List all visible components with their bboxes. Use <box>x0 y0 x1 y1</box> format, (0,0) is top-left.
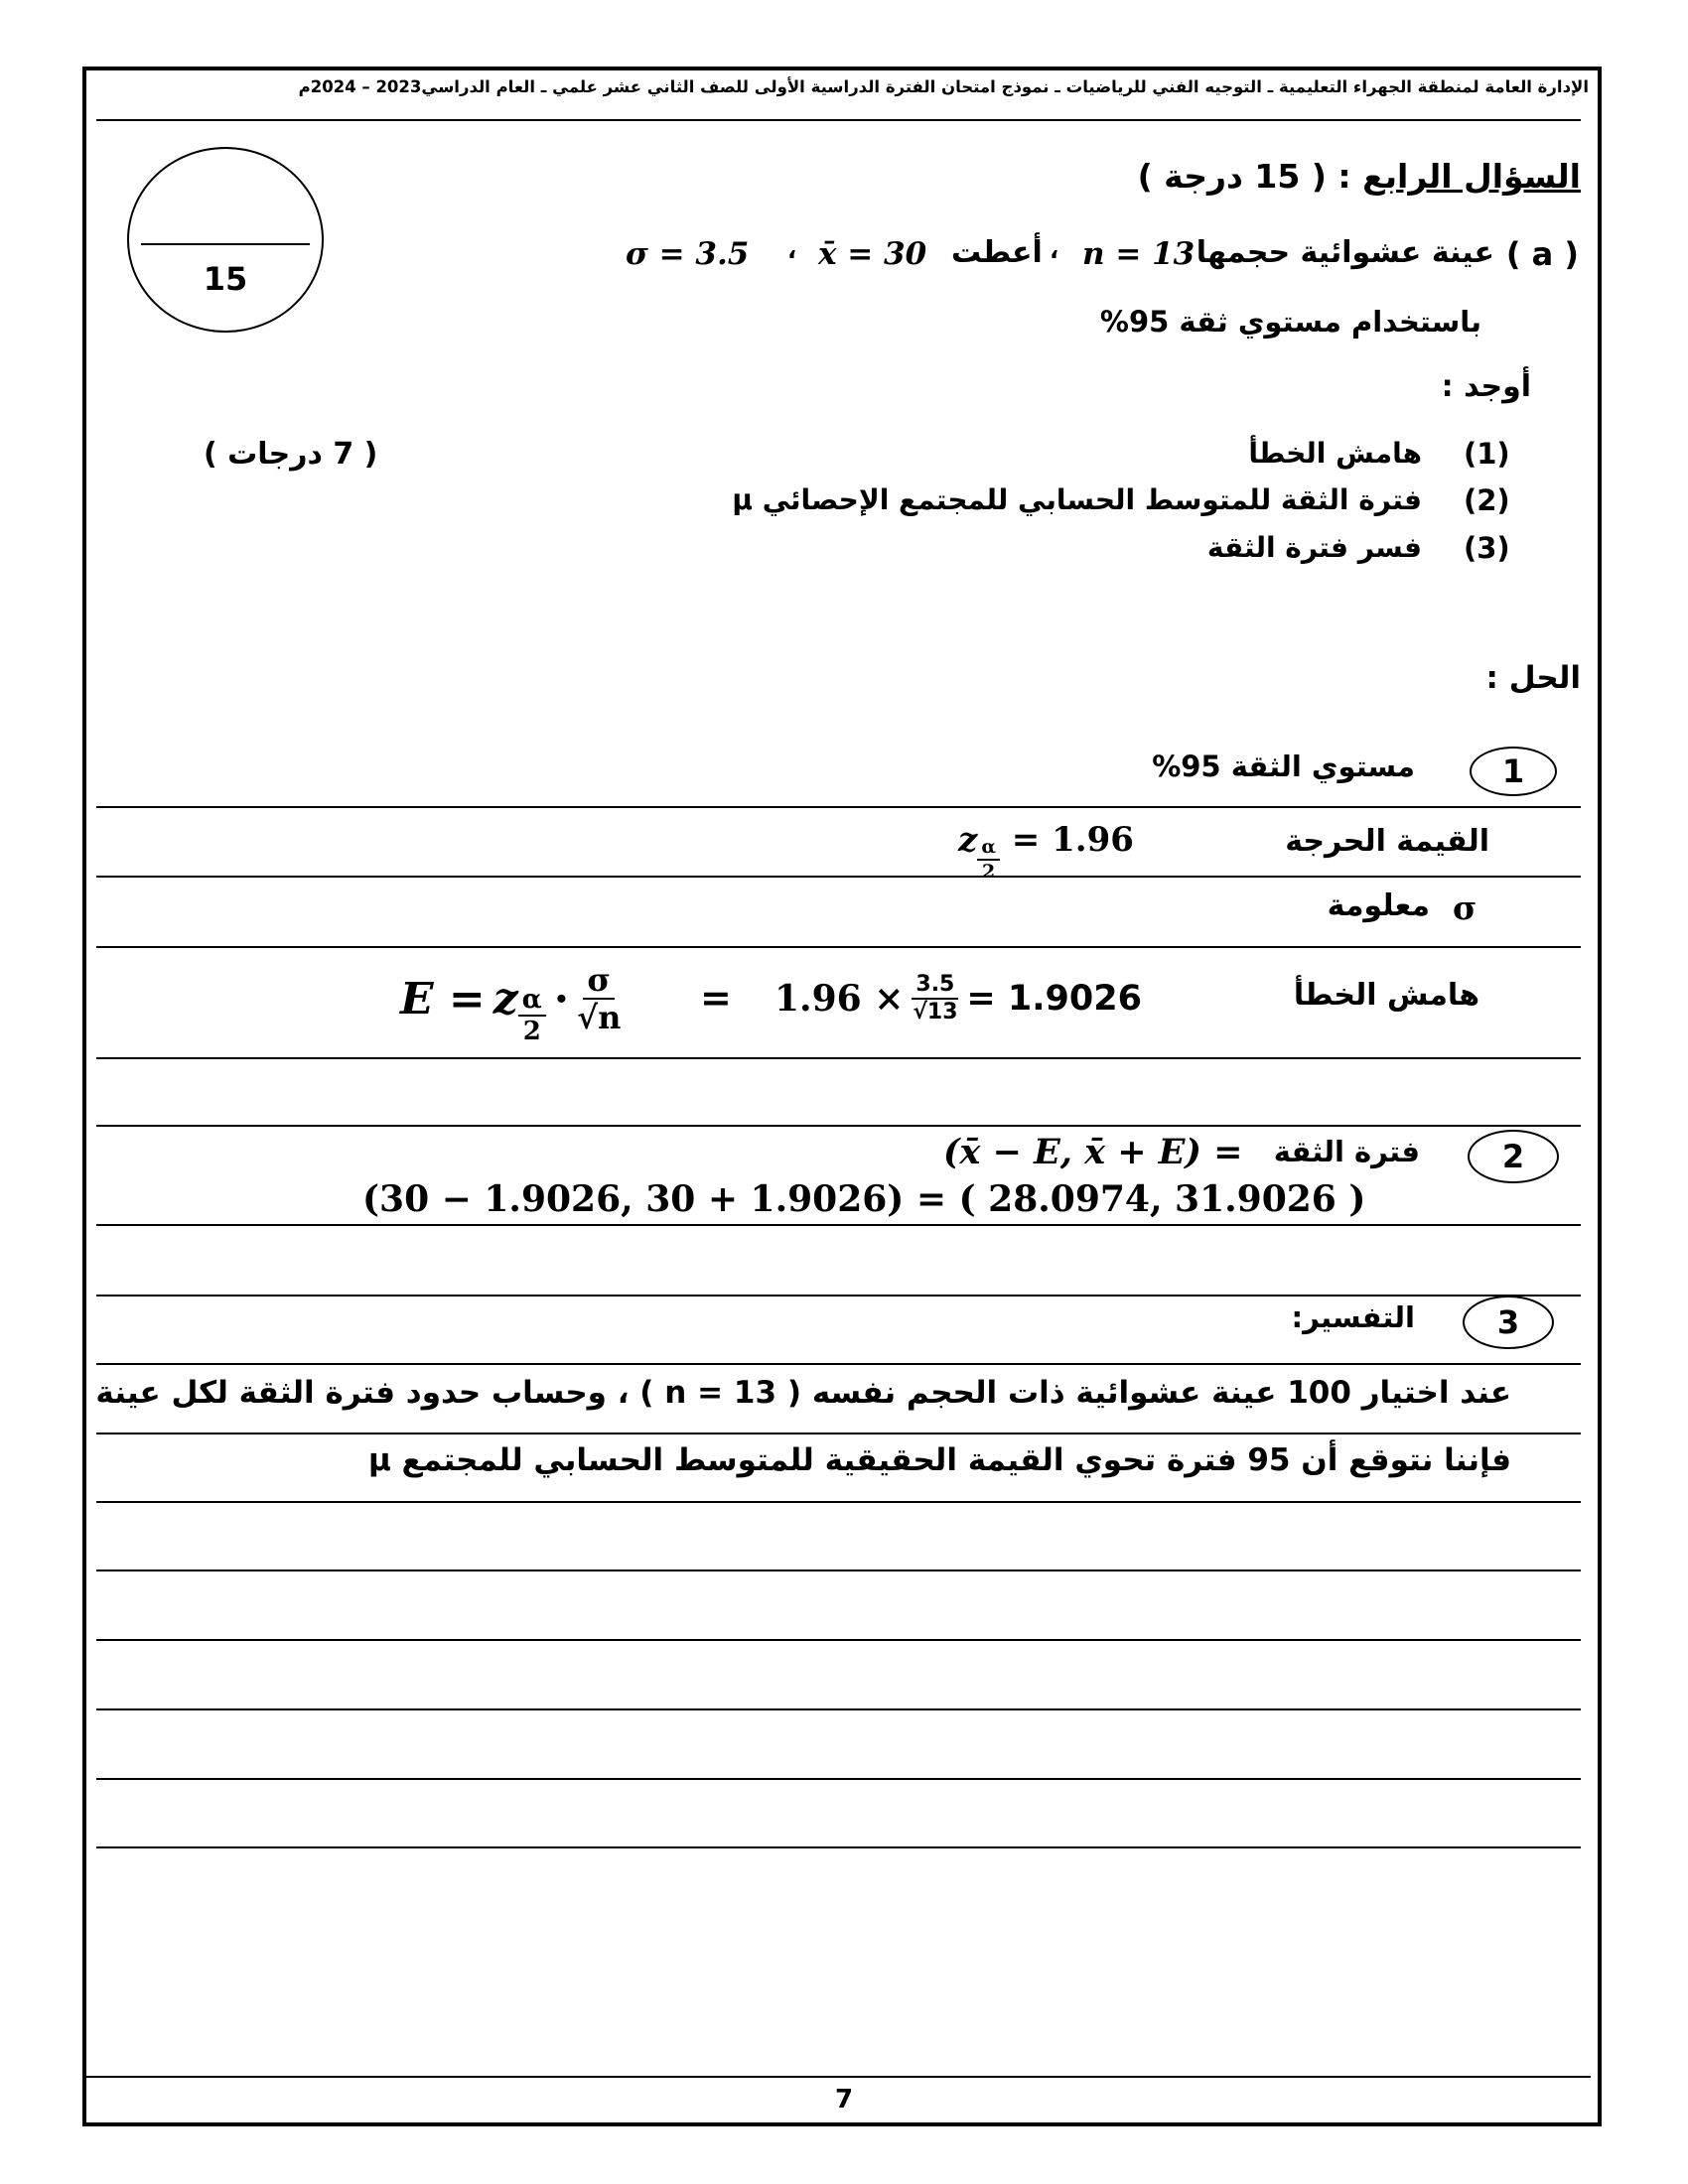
blank-line-1 <box>96 1570 1581 1571</box>
part-a-label: ( a ) <box>1505 235 1579 273</box>
critical-z: z <box>958 820 978 860</box>
question-title: السؤال الرابع <box>1362 157 1581 196</box>
calc-den: √13 <box>913 1000 958 1024</box>
formula-dot: · <box>553 973 570 1024</box>
item-2-number: (2) <box>1464 483 1510 517</box>
header-divider <box>96 119 1581 121</box>
footer-divider <box>86 2076 1591 2078</box>
exam-header: الإدارة العامة لمنطقة الجهراء التعليمية ـ التوجيه الفني للرياضيات ـ نموذج امتحان الفترة الدراسية الأولى للصف الثاني عشر علمي ـ العام الدراسي2023 – 2024م <box>298 77 1589 96</box>
blank-line-3 <box>96 1708 1581 1710</box>
rule-5 <box>96 1125 1581 1127</box>
solution-label: الحل : <box>1485 660 1581 696</box>
confidence-text: باستخدام مستوي ثقة 95% <box>1099 305 1481 339</box>
xbar-value: x̄ = 30 <box>818 236 927 272</box>
rule-7 <box>96 1295 1581 1297</box>
step-3-number: 3 <box>1463 1296 1554 1349</box>
margin-error-formula <box>400 955 622 1046</box>
interpretation-line-1: عند اختيار 100 عينة عشوائية ذات الحجم نفسه ( n = 13 ) ، وحساب حدود فترة الثقة لكل عينة <box>95 1375 1511 1411</box>
given-word: أعطت <box>951 235 1043 270</box>
step-2-number: 2 <box>1468 1130 1559 1183</box>
calc-num: 3.5 <box>912 974 958 1000</box>
sigma-known-label: معلومة <box>1327 888 1430 923</box>
ci-formula: (x̄ − E, x̄ + E) = <box>943 1132 1243 1172</box>
item-3-number: (3) <box>1464 531 1510 565</box>
formula-sqrt-n: √n <box>577 999 622 1036</box>
page-number: 7 <box>834 2085 854 2115</box>
blank-line-2 <box>96 1639 1581 1641</box>
blank-line-5 <box>96 1846 1581 1848</box>
interpretation-line-2: فإننا نتوقع أن 95 فترة تحوي القيمة الحقيقية للمتوسط الحسابي للمجتمع μ <box>367 1442 1511 1478</box>
separator-1: ، <box>1050 236 1059 264</box>
step-3-label: التفسير: <box>1291 1300 1415 1334</box>
formula-lhs: E = <box>400 973 486 1024</box>
rule-3 <box>96 946 1581 948</box>
calc-result: = 1.9026 <box>966 979 1142 1019</box>
critical-alpha: α <box>977 838 1000 861</box>
formula-z-subscript <box>518 987 546 1044</box>
critical-value <box>958 820 1134 882</box>
item-3-text: فسر فترة الثقة <box>1206 531 1422 564</box>
critical-two: 2 <box>982 861 996 883</box>
rule-8 <box>96 1363 1581 1365</box>
formula-two: 2 <box>522 1017 541 1046</box>
ci-result: (30 − 1.9026, 30 + 1.9026) = ( 28.0974, 31.9026 ) <box>362 1178 1366 1220</box>
item-1-number: (1) <box>1464 437 1510 471</box>
step-2-label: فترة الثقة <box>1273 1135 1420 1168</box>
margin-error-calc <box>774 955 1142 1042</box>
blank-line-4 <box>96 1778 1581 1780</box>
score-value: 15 <box>203 260 248 298</box>
items-marks: ( 7 درجات ) <box>204 437 378 472</box>
score-circle <box>127 147 324 333</box>
sigma-known-symbol: σ <box>1453 888 1477 927</box>
step-1-title: مستوي الثقة 95% <box>1152 750 1415 783</box>
item-2-text: فترة الثقة للمتوسط الحسابي للمجتمع الإحصائي μ <box>732 483 1422 516</box>
critical-number: = 1.96 <box>1011 820 1134 860</box>
find-label: أوجد : <box>1441 369 1531 404</box>
critical-value-label: القيمة الحرجة <box>1285 824 1489 859</box>
rule-4 <box>96 1057 1581 1059</box>
formula-fraction <box>577 961 622 1036</box>
rule-2 <box>96 876 1581 878</box>
question-title-row <box>1138 157 1581 196</box>
calc-prefix: 1.96 × <box>774 978 905 1020</box>
rule-10 <box>96 1501 1581 1503</box>
item-1-text: هامش الخطأ <box>1248 437 1422 470</box>
given-text: عينة عشوائية حجمها <box>1196 235 1494 270</box>
formula-z: z <box>492 973 518 1024</box>
score-circle-divider <box>141 243 310 245</box>
sigma-value: σ = 3.5 <box>626 236 750 272</box>
formula-alpha: α <box>518 987 546 1017</box>
calc-equals: = <box>700 975 732 1020</box>
question-marks: : ( 15 درجة ) <box>1137 157 1351 196</box>
calc-fraction <box>912 974 958 1024</box>
n-value: n = 13 <box>1082 236 1196 272</box>
rule-9 <box>96 1433 1581 1434</box>
formula-sigma: σ <box>583 964 615 1000</box>
step-1-number: 1 <box>1470 747 1557 796</box>
rule-1 <box>96 806 1581 808</box>
page-frame <box>82 67 1602 2126</box>
margin-error-label: هامش الخطأ <box>1293 978 1479 1013</box>
rule-6 <box>96 1224 1581 1226</box>
separator-2: ، <box>787 236 797 264</box>
